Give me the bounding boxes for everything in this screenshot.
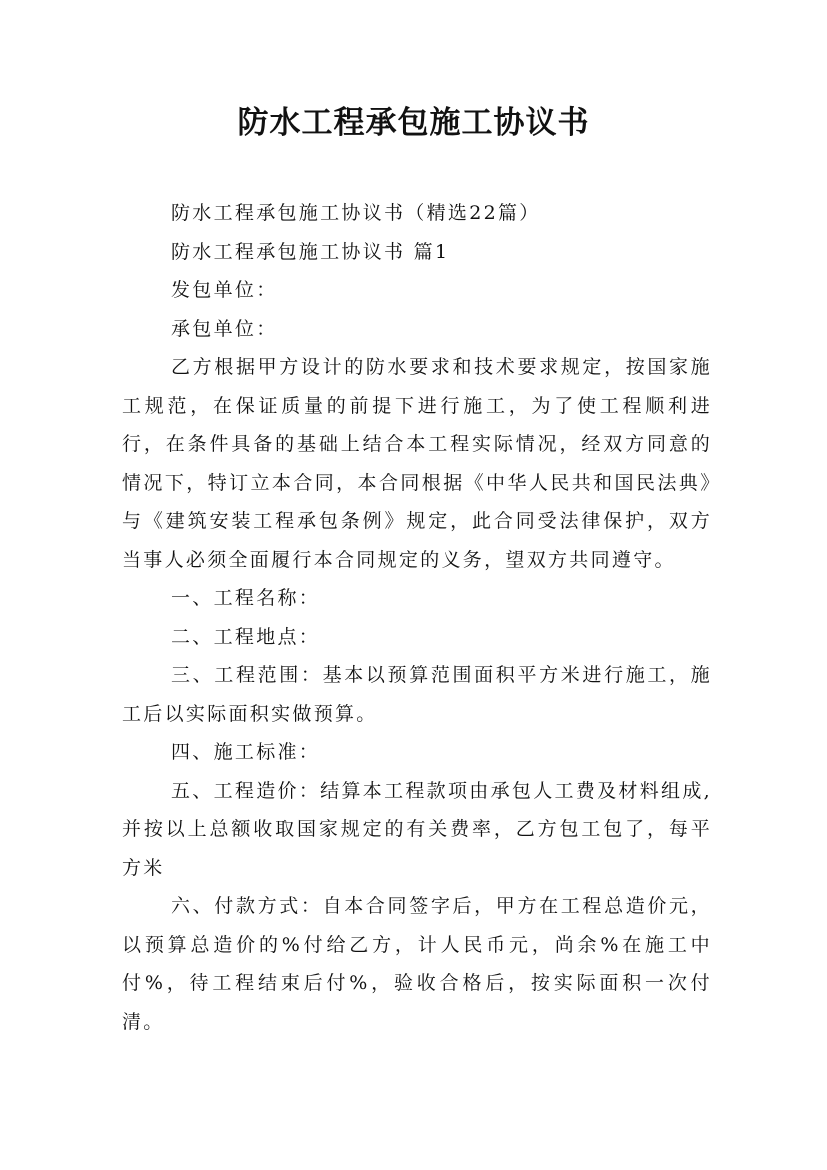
paragraph-preamble: 乙方根据甲方设计的防水要求和技术要求规定，按国家施工规范，在保证质量的前提下进行施工，为了使工程顺利进行，在条件具备的基础上结合本工程实际情况，经双方同意的情况下，特订立本合同，本合同根据《中华人民共和国民法典》与《建筑安装工程承包条例》规定，此合同受法律保护，双方当事人必须全面履行本合同规定的义务，望双方共同遵守。 (122, 356, 712, 571)
document-body (122, 194, 712, 1041)
paragraph-article-heading: 防水工程承包施工协议书 篇1 (171, 240, 450, 263)
paragraph-clause-5: 五、工程造价：结算本工程款项由承包人工费及材料组成,并按以上总额收取国家规定的有关费率，乙方包工包了，每平方米 (122, 779, 712, 879)
paragraph-clause-6: 六、付款方式：自本合同签字后，甲方在工程总造价元，以预算总造价的%付给乙方，计人民币元，尚余%在施工中付%，待工程结束后付%，验收合格后，按实际面积一次付清。 (122, 895, 712, 1033)
paragraph-clause-1: 一、工程名称： (171, 587, 321, 609)
document-title: 防水工程承包施工协议书 (237, 105, 590, 141)
paragraph-contractor: 承包单位： (171, 317, 278, 340)
paragraph-clause-4: 四、施工标准： (171, 741, 321, 763)
paragraph-clause-3: 三、工程范围：基本以预算范围面积平方米进行施工，施工后以实际面积实做预算。 (122, 664, 712, 725)
paragraph-subtitle: 防水工程承包施工协议书（精选22篇） (171, 202, 541, 224)
paragraph-clause-2: 二、工程地点： (171, 625, 321, 648)
paragraph-employer: 发包单位： (171, 279, 278, 301)
